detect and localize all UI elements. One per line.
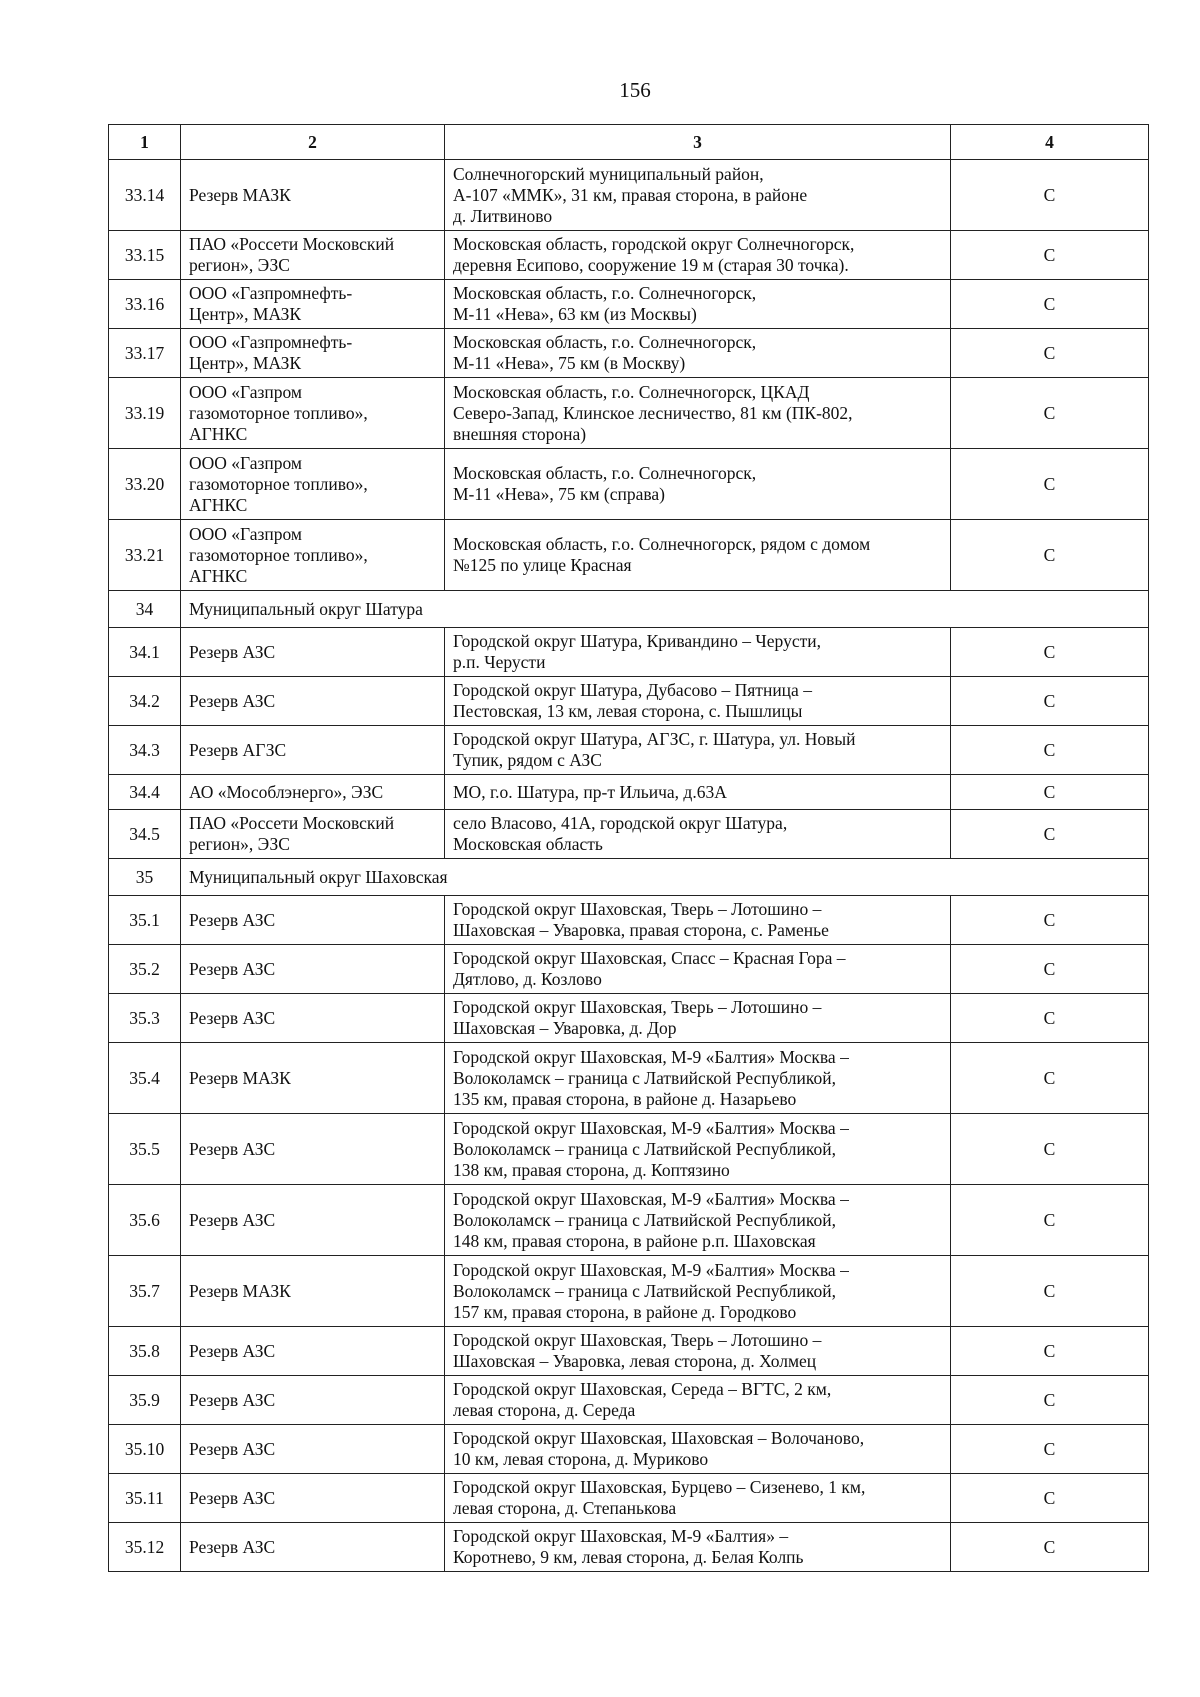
- object-category: С: [951, 378, 1149, 449]
- object-category: С: [951, 945, 1149, 994]
- object-category: С: [951, 994, 1149, 1043]
- table-row: [109, 378, 1149, 449]
- object-name: ООО «Газпромнефть- Центр», МАЗК: [181, 329, 445, 378]
- object-name: Резерв АЗС: [181, 1114, 445, 1185]
- table-row: [109, 1256, 1149, 1327]
- object-address: Московская область, г.о. Солнечногорск, М-11 «Нева», 75 км (справа): [445, 449, 951, 520]
- table-body: [109, 125, 1149, 1572]
- object-address: Городской округ Шаховская, Бурцево – Сизенево, 1 км, левая сторона, д. Степанькова: [445, 1474, 951, 1523]
- object-name: Резерв МАЗК: [181, 1043, 445, 1114]
- object-name: ООО «Газпром газомоторное топливо», АГНКС: [181, 378, 445, 449]
- object-address: Городской округ Шаховская, Спасс – Красная Гора – Дятлово, д. Козлово: [445, 945, 951, 994]
- object-address: село Власово, 41А, городской округ Шатура, Московская область: [445, 810, 951, 859]
- object-category: С: [951, 1256, 1149, 1327]
- object-address: Городской округ Шаховская, Тверь – Лотошино – Шаховская – Уваровка, левая сторона, д. Холмец: [445, 1327, 951, 1376]
- object-category: С: [951, 1043, 1149, 1114]
- row-number: 35.10: [109, 1425, 181, 1474]
- object-category: С: [951, 1114, 1149, 1185]
- object-name: Резерв АЗС: [181, 1523, 445, 1572]
- row-number: 33.14: [109, 160, 181, 231]
- object-name: ООО «Газпром газомоторное топливо», АГНКС: [181, 520, 445, 591]
- object-name: Резерв АГЗС: [181, 726, 445, 775]
- row-number: 34.2: [109, 677, 181, 726]
- object-address: МО, г.о. Шатура, пр-т Ильича, д.63А: [445, 775, 951, 810]
- table-row: [109, 1185, 1149, 1256]
- object-address: Городской округ Шаховская, М-9 «Балтия» Москва – Волоколамск – граница с Латвийской Республикой, 138 км, правая сторона, д. Коптязино: [445, 1114, 951, 1185]
- object-category: С: [951, 810, 1149, 859]
- row-number: 33.17: [109, 329, 181, 378]
- row-number: 33.15: [109, 231, 181, 280]
- object-address: Городской округ Шаховская, М-9 «Балтия» – Коротнево, 9 км, левая сторона, д. Белая Колпь: [445, 1523, 951, 1572]
- object-name: Резерв АЗС: [181, 677, 445, 726]
- table-row: [109, 945, 1149, 994]
- object-name: ООО «Газпромнефть- Центр», МАЗК: [181, 280, 445, 329]
- row-number: 35.9: [109, 1376, 181, 1425]
- object-category: С: [951, 280, 1149, 329]
- table-row: [109, 329, 1149, 378]
- row-number: 35.6: [109, 1185, 181, 1256]
- row-number: 35.4: [109, 1043, 181, 1114]
- table-row: [109, 726, 1149, 775]
- document-table: [108, 124, 1149, 1572]
- object-address: Городской округ Шаховская, Середа – ВГТС, 2 км, левая сторона, д. Середа: [445, 1376, 951, 1425]
- object-address: Городской округ Шатура, Кривандино – Черусти, р.п. Черусти: [445, 628, 951, 677]
- row-number: 35.1: [109, 896, 181, 945]
- row-number: 34.1: [109, 628, 181, 677]
- object-address: Городской округ Шаховская, М-9 «Балтия» Москва – Волоколамск – граница с Латвийской Республикой, 148 км, правая сторона, в районе р.п. Шаховская: [445, 1185, 951, 1256]
- object-name: Резерв АЗС: [181, 896, 445, 945]
- table-row: [109, 1474, 1149, 1523]
- object-category: С: [951, 329, 1149, 378]
- table-row: [109, 677, 1149, 726]
- object-category: С: [951, 1185, 1149, 1256]
- row-number: 35.3: [109, 994, 181, 1043]
- object-name: Резерв АЗС: [181, 1376, 445, 1425]
- object-name: АО «Мособлэнерго», ЭЗС: [181, 775, 445, 810]
- row-number: 35.2: [109, 945, 181, 994]
- section-number: 34: [109, 591, 181, 628]
- table-row: [109, 994, 1149, 1043]
- column-header: 1: [109, 125, 181, 160]
- object-name: Резерв АЗС: [181, 945, 445, 994]
- table-row: [109, 1376, 1149, 1425]
- section-title: Муниципальный округ Шаховская: [181, 859, 1149, 896]
- section-row: [109, 859, 1149, 896]
- object-address: Городской округ Шатура, Дубасово – Пятница – Пестовская, 13 км, левая сторона, с. Пышлицы: [445, 677, 951, 726]
- object-name: Резерв МАЗК: [181, 1256, 445, 1327]
- section-title: Муниципальный округ Шатура: [181, 591, 1149, 628]
- table-row: [109, 280, 1149, 329]
- object-name: Резерв АЗС: [181, 1327, 445, 1376]
- object-address: Московская область, городской округ Солнечногорск, деревня Есипово, сооружение 19 м (старая 30 точка).: [445, 231, 951, 280]
- object-address: Московская область, г.о. Солнечногорск, М-11 «Нева», 75 км (в Москву): [445, 329, 951, 378]
- object-category: С: [951, 520, 1149, 591]
- table-row: [109, 160, 1149, 231]
- object-category: С: [951, 896, 1149, 945]
- row-number: 35.12: [109, 1523, 181, 1572]
- table-row: [109, 231, 1149, 280]
- row-number: 35.8: [109, 1327, 181, 1376]
- object-address: Городской округ Шаховская, М-9 «Балтия» Москва – Волоколамск – граница с Латвийской Республикой, 157 км, правая сторона, в районе д. Городково: [445, 1256, 951, 1327]
- row-number: 35.5: [109, 1114, 181, 1185]
- object-address: Московская область, г.о. Солнечногорск, рядом с домом №125 по улице Красная: [445, 520, 951, 591]
- object-address: Солнечногорский муниципальный район, А-107 «ММК», 31 км, правая сторона, в районе д. Литвиново: [445, 160, 951, 231]
- object-name: ПАО «Россети Московский регион», ЭЗС: [181, 810, 445, 859]
- object-address: Городской округ Шаховская, М-9 «Балтия» Москва – Волоколамск – граница с Латвийской Республикой, 135 км, правая сторона, в районе д. Назарьево: [445, 1043, 951, 1114]
- row-number: 33.19: [109, 378, 181, 449]
- object-name: Резерв АЗС: [181, 994, 445, 1043]
- object-name: Резерв АЗС: [181, 628, 445, 677]
- object-name: Резерв АЗС: [181, 1474, 445, 1523]
- section-row: [109, 591, 1149, 628]
- table-row: [109, 1114, 1149, 1185]
- section-number: 35: [109, 859, 181, 896]
- object-category: С: [951, 726, 1149, 775]
- object-address: Московская область, г.о. Солнечногорск, ЦКАД Северо-Запад, Клинское лесничество, 81 км (ПК-802, внешняя сторона): [445, 378, 951, 449]
- table-header-row: [109, 125, 1149, 160]
- object-category: С: [951, 231, 1149, 280]
- object-name: ПАО «Россети Московский регион», ЭЗС: [181, 231, 445, 280]
- object-name: Резерв АЗС: [181, 1425, 445, 1474]
- object-name: Резерв МАЗК: [181, 160, 445, 231]
- object-address: Городской округ Шаховская, Тверь – Лотошино – Шаховская – Уваровка, д. Дор: [445, 994, 951, 1043]
- object-name: ООО «Газпром газомоторное топливо», АГНКС: [181, 449, 445, 520]
- table-row: [109, 1523, 1149, 1572]
- row-number: 33.16: [109, 280, 181, 329]
- object-category: С: [951, 1474, 1149, 1523]
- table-row: [109, 775, 1149, 810]
- table-row: [109, 1425, 1149, 1474]
- object-category: С: [951, 677, 1149, 726]
- object-address: Московская область, г.о. Солнечногорск, М-11 «Нева», 63 км (из Москвы): [445, 280, 951, 329]
- row-number: 33.20: [109, 449, 181, 520]
- row-number: 34.3: [109, 726, 181, 775]
- row-number: 34.4: [109, 775, 181, 810]
- row-number: 33.21: [109, 520, 181, 591]
- table-row: [109, 449, 1149, 520]
- object-category: С: [951, 775, 1149, 810]
- page-number: 156: [619, 78, 651, 102]
- table-row: [109, 1327, 1149, 1376]
- object-address: Городской округ Шаховская, Тверь – Лотошино – Шаховская – Уваровка, правая сторона, с. Раменье: [445, 896, 951, 945]
- column-header: 2: [181, 125, 445, 160]
- column-header: 4: [951, 125, 1149, 160]
- object-address: Городской округ Шаховская, Шаховская – Волочаново, 10 км, левая сторона, д. Муриково: [445, 1425, 951, 1474]
- row-number: 34.5: [109, 810, 181, 859]
- object-category: С: [951, 160, 1149, 231]
- object-category: С: [951, 1523, 1149, 1572]
- object-category: С: [951, 1425, 1149, 1474]
- object-category: С: [951, 628, 1149, 677]
- row-number: 35.11: [109, 1474, 181, 1523]
- object-category: С: [951, 1376, 1149, 1425]
- column-header: 3: [445, 125, 951, 160]
- table-row: [109, 896, 1149, 945]
- table-row: [109, 628, 1149, 677]
- row-number: 35.7: [109, 1256, 181, 1327]
- object-name: Резерв АЗС: [181, 1185, 445, 1256]
- table-row: [109, 810, 1149, 859]
- object-address: Городской округ Шатура, АГЗС, г. Шатура, ул. Новый Тупик, рядом с АЗС: [445, 726, 951, 775]
- table-row: [109, 1043, 1149, 1114]
- object-category: С: [951, 1327, 1149, 1376]
- table-row: [109, 520, 1149, 591]
- object-category: С: [951, 449, 1149, 520]
